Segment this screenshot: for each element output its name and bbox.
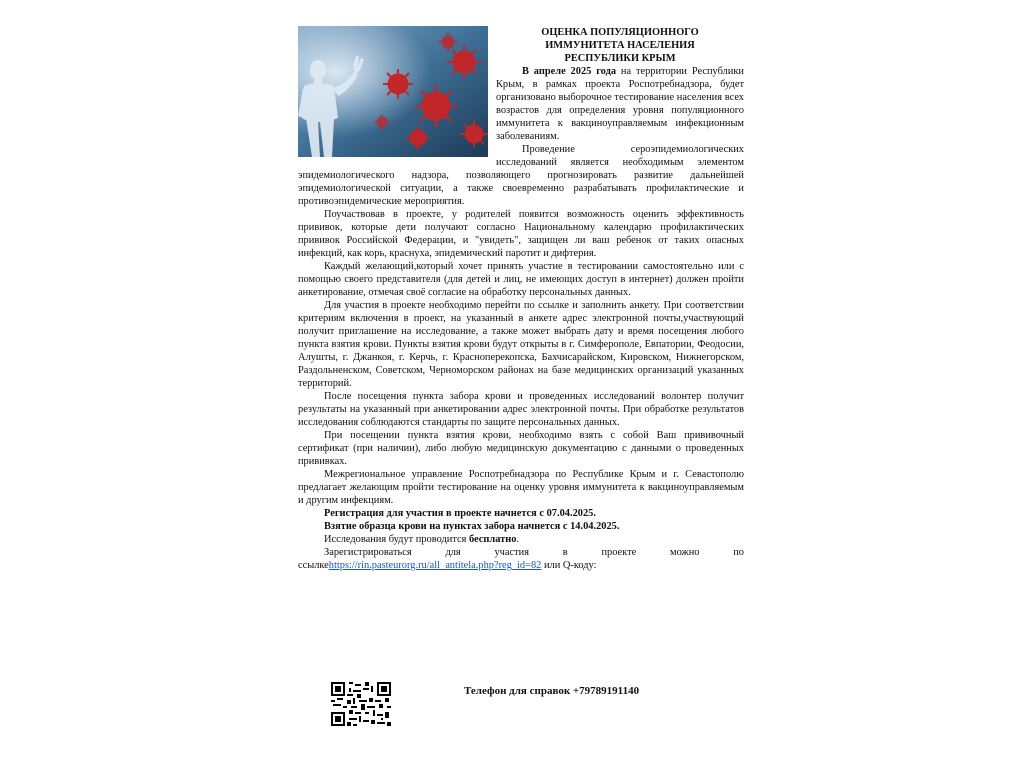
paragraph: Каждый желающий,который хочет принять участие в тестировании самостоятельно или с помощью своего представителя (для детей и лиц, не имеющих доступ в интернет) должен пройти анкетирование, отмечая своё согласие на обработку персональных данных. xyxy=(298,261,744,298)
register-suffix: или Q-коду: xyxy=(541,560,597,571)
paragraph: Межрегиональное управление Роспотребнадзора по Республике Крым и г. Севастополю предлагает желающим пройти тестирование на оценку уровня иммунитета к вакциноуправляемым и другим инфекциям. xyxy=(298,469,744,506)
free-prefix: Исследования будут проводится xyxy=(324,534,469,545)
sampling-start: Взятие образца крови на пунктах забора начнется с 14.04.2025. xyxy=(324,521,620,532)
intro-date: В апреле 2025 года xyxy=(522,66,617,77)
document-body xyxy=(298,26,744,572)
registration-start: Регистрация для участия в проекте начнется с 07.04.2025. xyxy=(324,508,596,519)
title-line: ОЦЕНКА ПОПУЛЯЦИОННОГО xyxy=(541,27,699,38)
paragraph: Проведение сероэпидемиологических исследований является необходимым элементом эпидемиологического надзора, позволяющего прогнозировать развитие дальнейшей эпидемиологической ситуации, а также своевременно разрабатывать профилактические и противоэпидемические мероприятия. xyxy=(298,144,744,207)
paragraph: Поучаствовав в проекте, у родителей появится возможность оценить эффективность прививок, которые дети получают согласно Национальному календарю профилактических прививок Российской Федерации, и "увидеть", защищен ли ваш ребенок от таких опасных инфекций, как корь, краснуха, эпидемический паротит и дифтерия. xyxy=(298,209,744,259)
paragraph: Для участия в проекте необходимо перейти по ссылке и заполнить анкету. При соответствии критериям включения в проект, на указанный в анкете адрес электронной почты,участвующий получит приглашение на исследование, а также может выбрать дату и время посещения любого пункта взятия крови. Пункты взятия крови будут открыты в г. Симферополе, Евпатории, Феодосии, Алушты, г. Джанкоя, г. Керчь, г. Красноперекопска, Бахчисарайском, Кировском, Нижнегорском, Раздольненском, Советском, Черноморском районах на базе медицинских организаций указанных территорий. xyxy=(298,300,744,389)
register-paragraph xyxy=(298,546,744,572)
intro-text: на территории Республики Крым, в рамках проекта Роспотребнадзора, будет организовано выборочное тестирование населения всех возрастов для определения уровня популяционного иммунитета к вакциноуправляемым инфекционным заболеваниям. xyxy=(496,66,744,142)
phone-info: Телефон для справок +79789191140 xyxy=(464,685,640,697)
document-footer xyxy=(298,680,744,728)
human-virus-illustration-icon xyxy=(298,26,488,157)
register-prefix: Зарегистрироваться для участия в проекте можно по ссылке xyxy=(298,547,744,571)
paragraph: После посещения пункта забора крови и проведенных исследований волонтер получит результаты на указанный при анкетировании адрес электронной почты. При обработке результатов исследования соблюдаются стандарты по защите персональных данных. xyxy=(298,391,744,428)
paragraph: При посещении пункта взятия крови, необходимо взять с собой Ваш прививочный сертификат (при наличии), либо любую медицинскую документацию с данными о проведенных прививках. xyxy=(298,430,744,467)
free-suffix: . xyxy=(516,534,520,545)
free-notice xyxy=(298,533,744,546)
registration-link[interactable]: https://rin.pasteurorg.ru/all_antitela.php?reg_id=82 xyxy=(328,560,542,571)
qr-code-icon[interactable] xyxy=(331,682,391,726)
title-line: ИММУНИТЕТА НАСЕЛЕНИЯ xyxy=(545,40,695,51)
title-line: РЕСПУБЛИКИ КРЫМ xyxy=(564,53,676,64)
free-word: бесплатно xyxy=(469,534,517,545)
